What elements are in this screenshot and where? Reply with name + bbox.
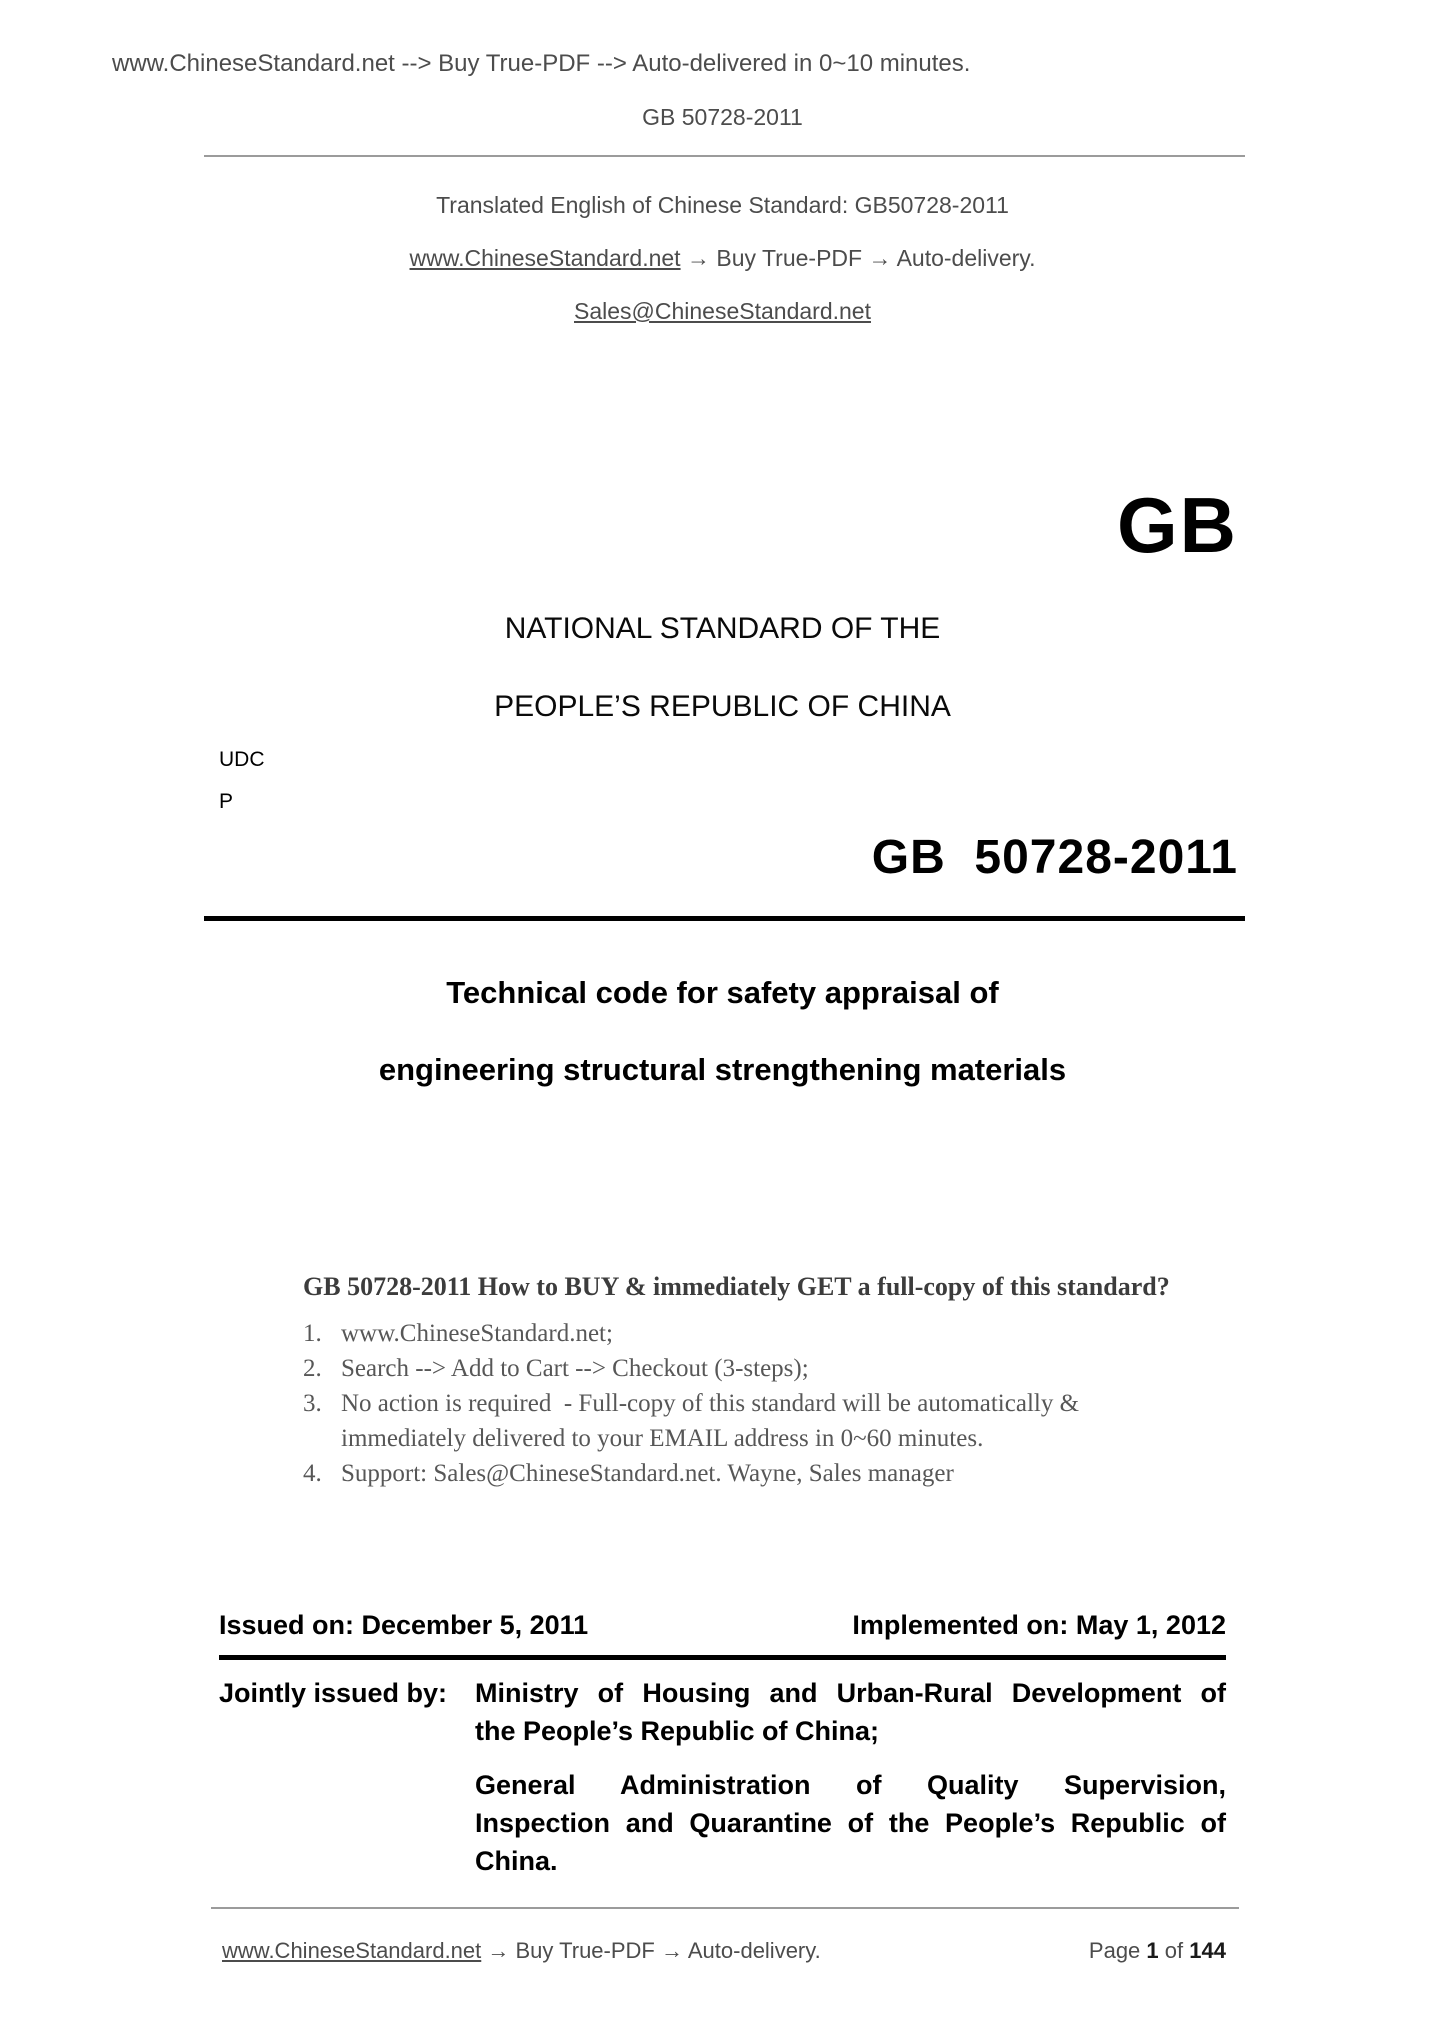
issuer-1 <box>475 1674 1226 1750</box>
title-line1: Technical code for safety appraisal of <box>446 975 999 1010</box>
translated-line: Translated English of Chinese Standard: GB50728-2011 <box>436 192 1009 218</box>
howto-item-text: Support: Sales@ChineseStandard.net. Wayne, Sales manager <box>341 1460 954 1487</box>
header-tagline: www.ChineseStandard.net --> Buy True-PDF --> Auto-delivered in 0~10 minutes. <box>112 50 971 77</box>
howto-item-number: 3. <box>303 1390 322 1417</box>
implemented-date: Implemented on: May 1, 2012 <box>852 1610 1226 1640</box>
howto-item <box>303 1456 1198 1491</box>
p-label: P <box>219 790 234 813</box>
header-doc-code: GB 50728-2011 <box>642 104 803 130</box>
howto-item <box>303 1351 1198 1386</box>
issued-date: Issued on: December 5, 2011 <box>219 1610 589 1640</box>
issuer-1-line: the People’s Republic of China; <box>475 1716 880 1746</box>
dates-rule <box>219 1655 1226 1660</box>
howto-item-text: Search --> Add to Cart --> Checkout (3-steps); <box>341 1355 809 1382</box>
email-line <box>0 298 1445 325</box>
header-separator <box>204 155 1245 157</box>
dates-row <box>219 1610 1226 1641</box>
issuer-2-line: General Administration of Quality Supervision, <box>475 1770 1226 1800</box>
howto-heading: GB 50728-2011 How to BUY & immediately GET a full-copy of this standard? <box>303 1272 1170 1301</box>
howto-item-number: 4. <box>303 1460 322 1487</box>
howto-item-text: www.ChineseStandard.net; <box>341 1320 613 1347</box>
sales-email-link[interactable]: Sales@ChineseStandard.net <box>574 298 871 324</box>
page-number-total: 144 <box>1189 1938 1226 1963</box>
national-standard-line2: PEOPLE’S REPUBLIC OF CHINA <box>494 690 951 723</box>
masthead-rule <box>204 916 1245 921</box>
jointly-issued-label: Jointly issued by: <box>219 1678 448 1708</box>
howto-item-number: 2. <box>303 1355 322 1382</box>
gb-logo: GB <box>1117 481 1238 569</box>
udc-label: UDC <box>219 748 265 771</box>
footer-page-label <box>1089 1938 1226 1964</box>
national-standard-line1: NATIONAL STANDARD OF THE <box>504 612 941 645</box>
issuer-2 <box>475 1766 1226 1880</box>
issuers-block <box>219 1674 1226 1880</box>
standard-number: GB 50728-2011 <box>871 831 1238 884</box>
footer-separator <box>211 1907 1239 1909</box>
howto-item-number: 1. <box>303 1320 322 1347</box>
page-of: of <box>1164 1938 1184 1963</box>
issuer-2-line: China. <box>475 1846 558 1876</box>
title-line2: engineering structural strengthening materials <box>378 1052 1067 1087</box>
page-prefix: Page <box>1088 1938 1141 1963</box>
how-to-buy-block <box>303 1270 1198 1491</box>
footer-link[interactable]: www.ChineseStandard.net <box>222 1938 482 1963</box>
footer-link-line <box>222 1938 821 1964</box>
howto-item-text: No action is required - Full-copy of this standard will be automatically & immediately delivered to your EMAIL address in 0~60 minutes. <box>341 1390 1086 1452</box>
howto-item <box>303 1386 1198 1456</box>
howto-item <box>303 1316 1198 1351</box>
buy-link[interactable]: www.ChineseStandard.net <box>409 245 681 271</box>
buy-line-rest: → Buy True-PDF → Auto-delivery. <box>680 245 1036 271</box>
page-number-current: 1 <box>1146 1938 1159 1963</box>
buy-line <box>0 245 1445 272</box>
issuer-2-line: Inspection and Quarantine of the People’s Republic of <box>475 1808 1226 1838</box>
issuer-1-line: Ministry of Housing and Urban-Rural Development of <box>475 1678 1226 1708</box>
footer-line-rest: → Buy True-PDF → Auto-delivery. <box>481 1938 821 1963</box>
footer-row <box>222 1938 1226 1964</box>
issuer-content <box>475 1674 1226 1880</box>
